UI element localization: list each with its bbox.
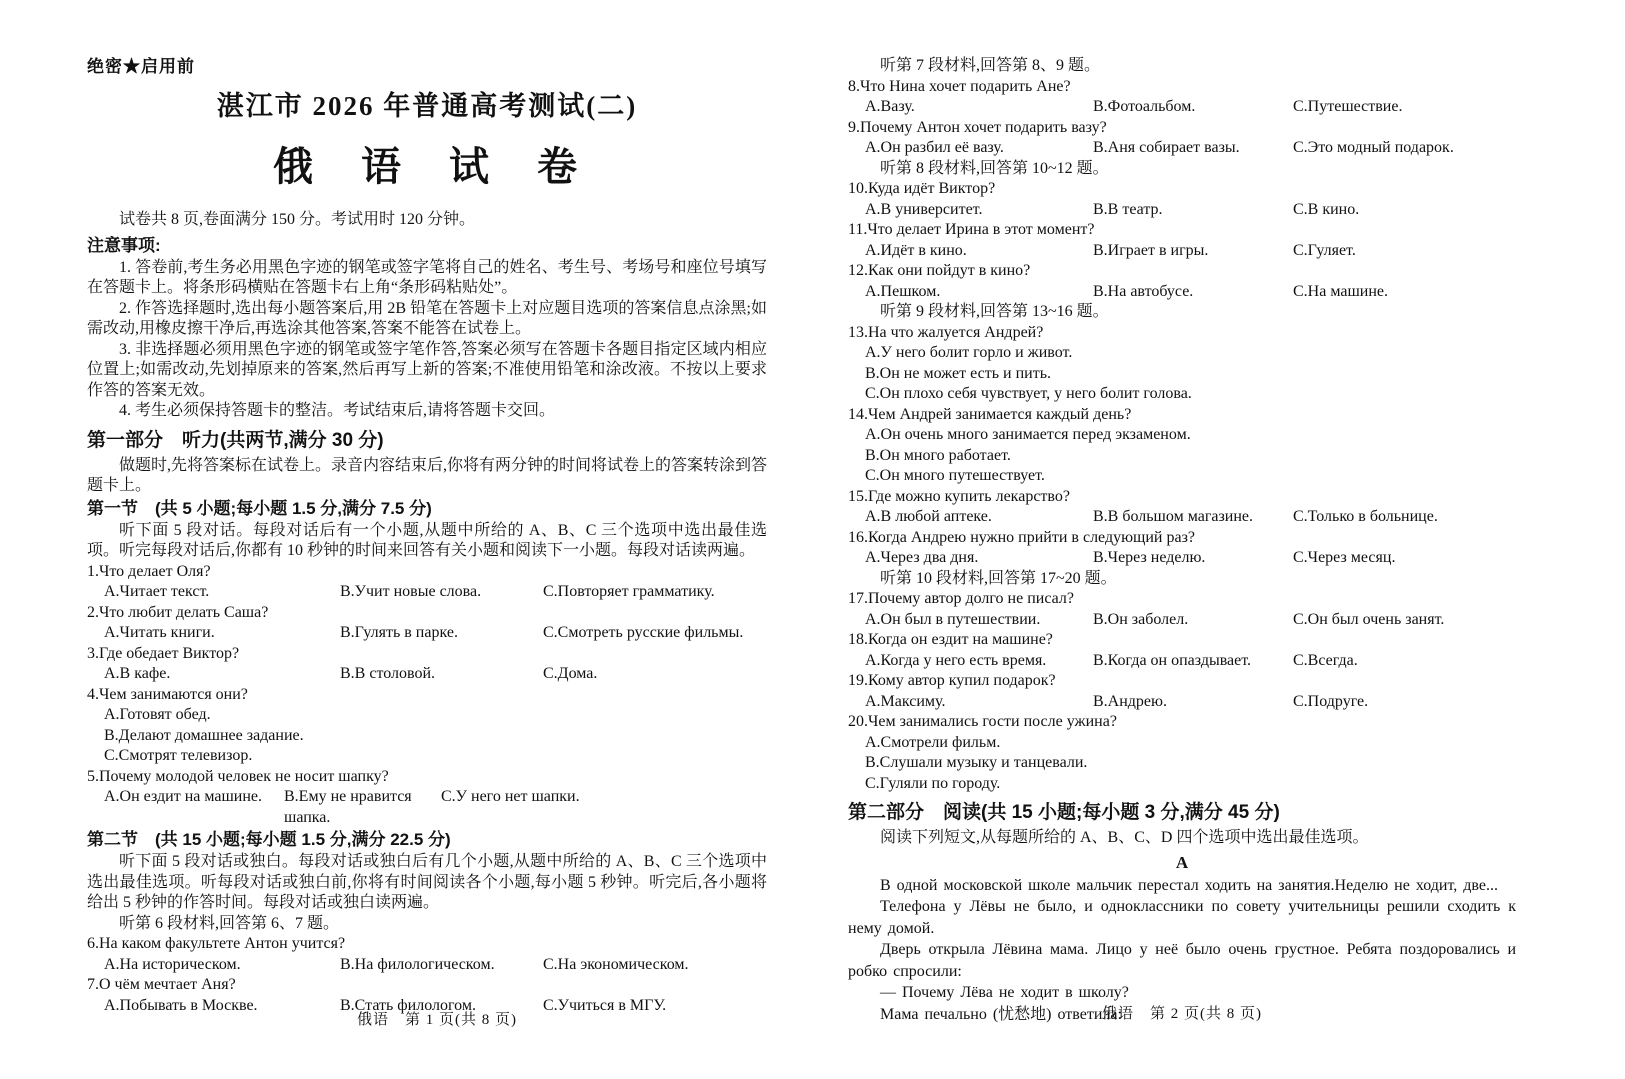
option-c: C.Он был очень занят.	[1293, 610, 1445, 628]
option-a: A.Он был в путешествии.	[865, 610, 1041, 628]
passage-paragraph-1: В одной московской школе мальчик перестал ходить на занятия.Неделю не ходит, две...	[880, 876, 1498, 894]
options-row	[848, 282, 1516, 303]
part2-intro: 阅读下列短文,从每题所给的 A、B、C、D 四个选项中选出最佳选项。	[880, 829, 1369, 846]
option-c: C.Повторяет грамматику.	[543, 583, 715, 600]
option-a: A.У него болит горло и живот.	[865, 344, 1073, 361]
option-a: A.На историческом.	[104, 955, 241, 973]
question-text: 4.Чем занимаются они?	[87, 685, 248, 703]
passage-paragraph-4: — Почему Лёва не ходит в школу?	[880, 984, 1129, 1001]
question-text: 12.Как они пойдут в кино?	[848, 262, 1031, 279]
question-text: 15.Где можно купить лекарство?	[848, 487, 1070, 505]
question-text: 19.Кому автор купил подарок?	[848, 672, 1056, 689]
option-b: B.Он заболел.	[1093, 610, 1189, 628]
option-b: B.Учит новые слова.	[340, 583, 482, 600]
option-c: C.Это модный подарок.	[1293, 139, 1454, 156]
question-text: 11.Что делает Ирина в этот момент?	[848, 221, 1095, 238]
option-c: C.Через месяц.	[1293, 549, 1396, 566]
options-row	[87, 787, 767, 828]
option-a: A.Смотрели фильм.	[865, 733, 1001, 751]
option-c: C.Смотреть русские фильмы.	[543, 624, 744, 641]
option-b: B.Он не может есть и пить.	[865, 364, 1051, 382]
option-b: B.Делают домашнее задание.	[104, 726, 304, 744]
options-row	[87, 664, 767, 685]
question-1	[87, 562, 767, 603]
notice-item-1: 1. 答卷前,考生务必用黑色字迹的钢笔或签字笔将自己的姓名、考生号、考场号和座位号填写在答题卡上。将条形码横贴在答题卡右上角“条形码粘贴处”。	[87, 258, 767, 296]
option-a: A.В любой аптеке.	[865, 508, 992, 525]
option-a: A.В кафе.	[104, 665, 171, 682]
question-text: 9.Почему Антон хочет подарить вазу?	[848, 118, 1107, 136]
options-stacked	[848, 343, 1516, 405]
option-c: C.Подруге.	[1293, 692, 1369, 710]
question-19	[848, 671, 1516, 712]
option-a: A.Максиму.	[865, 692, 946, 710]
question-8	[848, 77, 1516, 118]
question-3	[87, 644, 767, 685]
question-12	[848, 261, 1516, 302]
passage-paragraph-3: Дверь открыла Лёвина мама. Лицо у неё было очень грустное. Ребята поздоровались и робко спросили:	[848, 941, 1516, 980]
passage-a-label: A	[1175, 852, 1189, 872]
option-b: B.Играет в игры.	[1093, 241, 1209, 259]
question-4	[87, 685, 767, 767]
question-text: 1.Что делает Оля?	[87, 562, 211, 580]
question-text: 3.Где обедает Виктор?	[87, 644, 240, 662]
options-row	[848, 97, 1516, 118]
question-text: 2.Что любит делать Саша?	[87, 603, 269, 621]
question-9	[848, 118, 1516, 159]
question-text: 5.Почему молодой человек не носит шапку?	[87, 767, 389, 785]
options-row	[848, 692, 1516, 713]
part1-intro: 做题时,先将答案标在试卷上。录音内容结束后,你将有两分钟的时间将试卷上的答案转涂到答题卡上。	[87, 456, 768, 494]
material-6: 听第 6 段材料,回答第 6、7 题。	[119, 914, 340, 932]
passage-paragraph-5: Мама печально (忧愁地) ответила:	[880, 1005, 1122, 1023]
question-text: 10.Куда идёт Виктор?	[848, 180, 996, 197]
options-row	[87, 582, 767, 603]
option-c: C.Гуляет.	[1293, 241, 1356, 259]
options-row	[87, 955, 767, 976]
option-b: B.Он много работает.	[865, 446, 1011, 464]
question-text: 8.Что Нина хочет подарить Ане?	[848, 77, 1071, 95]
question-text: 6.На каком факультете Антон учится?	[87, 935, 346, 952]
question-13	[848, 323, 1516, 405]
question-11	[848, 220, 1516, 261]
option-b: B.В театр.	[1093, 200, 1163, 218]
question-text: 13.На что жалуется Андрей?	[848, 323, 1044, 341]
option-b: B.В большом магазине.	[1093, 508, 1254, 525]
question-text: 7.О чём мечтает Аня?	[87, 976, 236, 993]
options-row	[848, 548, 1516, 569]
notice-item-4: 4. 考生必须保持答题卡的整洁。考试结束后,请将答题卡交回。	[119, 402, 556, 419]
material-10: 听第 10 段材料,回答第 17~20 题。	[880, 569, 1117, 587]
page-2	[848, 56, 1516, 1036]
option-c: C.Он плохо себя чувствует, у него болит голова.	[865, 385, 1192, 402]
option-a: A.Читает текст.	[104, 583, 210, 600]
option-c: C.Гуляли по городу.	[865, 774, 1001, 792]
option-b: B.Фотоальбом.	[1093, 98, 1196, 115]
option-c: C.У него нет шапки.	[441, 788, 580, 805]
option-a: A.Готовят обед.	[104, 706, 211, 723]
option-b: B.Стать филологом.	[340, 996, 476, 1014]
part1-heading: 第一部分 听力(共两节,满分 30 分)	[87, 429, 384, 451]
option-a: A.Побывать в Москве.	[104, 996, 258, 1014]
security-label: 绝密★启用前	[87, 57, 195, 76]
option-a: A.В университет.	[865, 200, 983, 218]
material-7: 听第 7 段材料,回答第 8、9 题。	[880, 57, 1101, 74]
question-17	[848, 589, 1516, 630]
option-c: C.Только в больнице.	[1293, 508, 1438, 525]
options-stacked	[848, 425, 1516, 487]
option-b: B.На филологическом.	[340, 955, 495, 973]
option-a: A.Через два дня.	[865, 549, 979, 566]
options-row	[848, 200, 1516, 221]
option-a: A.Когда у него есть время.	[865, 651, 1047, 669]
page2-footer: 俄语 第 2 页(共 8 页)	[1102, 1006, 1262, 1022]
notice-heading: 注意事项:	[87, 235, 161, 255]
option-b: B.Андрею.	[1093, 692, 1167, 710]
question-14	[848, 405, 1516, 487]
option-b: B.Через неделю.	[1093, 549, 1206, 566]
section2-heading: 第二节 (共 15 小题;每小题 1.5 分,满分 22.5 分)	[87, 830, 451, 849]
paper-info: 试卷共 8 页,卷面满分 150 分。考试用时 120 分钟。	[119, 211, 476, 228]
part2-heading: 第二部分 阅读(共 15 小题;每小题 3 分,满分 45 分)	[848, 802, 1280, 823]
options-row	[848, 241, 1516, 262]
option-b: B.На автобусе.	[1093, 282, 1194, 300]
option-c: C.Он много путешествует.	[865, 467, 1045, 484]
section1-intro: 听下面 5 段对话。每段对话后有一个小题,从题中所给的 A、B、C 三个选项中选出最佳选项。听完每段对话后,你都有 10 秒钟的时间来回答有关小题和阅读下一小题。每段对话读两遍。	[87, 521, 767, 559]
option-b: B.Слушали музыку и танцевали.	[865, 754, 1088, 771]
question-5	[87, 767, 767, 829]
question-10	[848, 179, 1516, 220]
option-b: B.Ему не нравится шапка.	[284, 788, 412, 826]
option-a: A.Пешком.	[865, 282, 941, 300]
option-a: A.Читать книги.	[104, 624, 215, 641]
question-text: 20.Чем занимались гости после ужина?	[848, 713, 1117, 730]
question-6	[87, 934, 767, 975]
option-b: B.В столовой.	[340, 665, 436, 682]
question-2	[87, 603, 767, 644]
option-a: A.Он разбил её вазу.	[865, 139, 1004, 156]
option-c: C.Путешествие.	[1293, 98, 1403, 115]
option-c: C.На машине.	[1293, 282, 1388, 300]
option-b: B.Когда он опаздывает.	[1093, 651, 1252, 669]
exam-title: 湛江市 2026 年普通高考测试(二)	[216, 91, 638, 121]
option-c: C.Дома.	[543, 665, 598, 682]
page-1	[87, 56, 767, 1036]
section1-heading: 第一节 (共 5 小题;每小题 1.5 分,满分 7.5 分)	[87, 498, 432, 518]
option-a: A.Он очень много занимается перед экзаменом.	[865, 426, 1191, 443]
paper-title: 俄 语 试 卷	[273, 144, 581, 189]
options-row	[848, 610, 1516, 631]
question-text: 17.Почему автор долго не писал?	[848, 590, 1074, 607]
option-c: C.На экономическом.	[543, 955, 689, 973]
question-15	[848, 487, 1516, 528]
question-16	[848, 528, 1516, 569]
option-b: B.Аня собирает вазы.	[1093, 139, 1240, 156]
option-c: C.Смотрят телевизор.	[104, 747, 253, 764]
passage-paragraph-2: Телефона у Лёвы не было, и одноклассники по совету учительницы решили сходить к нему домой.	[848, 898, 1516, 937]
options-row	[848, 651, 1516, 672]
material-8: 听第 8 段材料,回答第 10~12 题。	[880, 159, 1109, 177]
page1-footer: 俄语 第 1 页(共 8 页)	[357, 1012, 517, 1028]
option-a: A.Он ездит на машине.	[104, 788, 263, 805]
question-text: 14.Чем Андрей занимается каждый день?	[848, 405, 1132, 423]
option-b: B.Гулять в парке.	[340, 624, 458, 641]
material-9: 听第 9 段材料,回答第 13~16 题。	[880, 303, 1109, 320]
options-row	[87, 623, 767, 644]
question-text: 18.Когда он ездит на машине?	[848, 631, 1053, 648]
options-stacked	[87, 705, 767, 767]
section2-intro: 听下面 5 段对话或独白。每段对话或独白后有几个小题,从题中所给的 A、B、C 三个选项中选出最佳选项。听每段对话或独白前,你将有时间阅读各个小题,每小题 5 秒钟。听完后,各小题将给出 5 秒钟的作答时间。每段对话或独白读两遍。	[87, 853, 767, 911]
question-text: 16.Когда Андрею нужно прийти в следующий раз?	[848, 528, 1195, 546]
option-a: A.Идёт в кино.	[865, 241, 967, 259]
option-a: A.Вазу.	[865, 98, 915, 115]
options-stacked	[848, 733, 1516, 795]
notice-item-3: 3. 非选择题必须用黑色字迹的钢笔或签字笔作答,答案必须写在答题卡各题目指定区域内相应位置上;如需改动,先划掉原来的答案,然后再写上新的答案;不准使用铅笔和涂改液。不按以上要求作答的答案无效。	[87, 340, 767, 399]
question-20	[848, 712, 1516, 794]
option-c: C.Всегда.	[1293, 651, 1358, 669]
option-c: C.В кино.	[1293, 200, 1360, 218]
option-c: C.Учиться в МГУ.	[543, 996, 667, 1014]
options-row	[848, 507, 1516, 528]
notice-item-2: 2. 作答选择题时,选出每小题答案后,用 2B 铅笔在答题卡上对应题目选项的答案信息点涂黑;如需改动,用橡皮擦干净后,再选涂其他答案,答案不能答在试卷上。	[87, 299, 767, 337]
question-18	[848, 630, 1516, 671]
options-row	[848, 138, 1516, 159]
